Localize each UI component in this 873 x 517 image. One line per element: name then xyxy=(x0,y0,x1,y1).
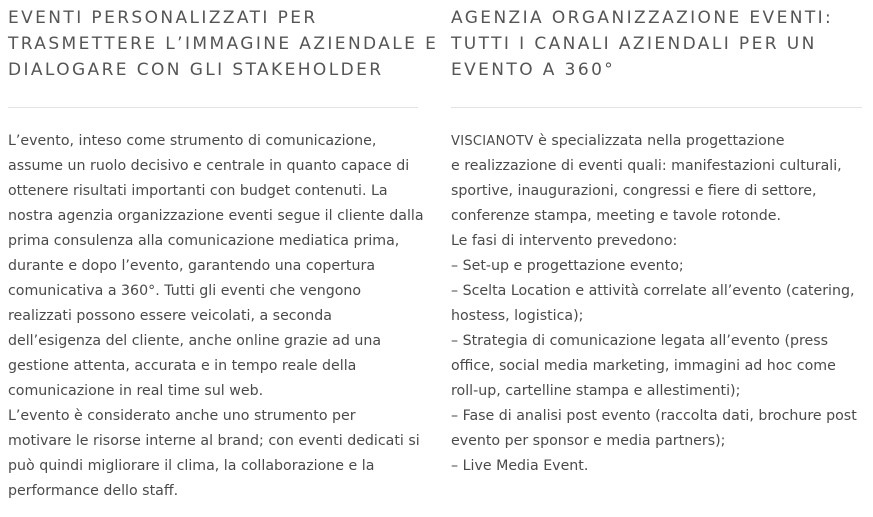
right-title-line: TUTTI I CANALI AZIENDALI PER UN xyxy=(451,34,817,54)
left-divider xyxy=(8,107,418,108)
right-body-line: – Scelta Location e attività correlate all’evento (catering, xyxy=(451,283,855,299)
left-section-title xyxy=(8,0,439,85)
left-body-line: durante e dopo l’evento, garantendo una copertura xyxy=(8,258,376,274)
left-body-line: ottenere risultati importanti con budget contenuti. La xyxy=(8,183,388,199)
left-body-line: comunicazione in real time sul web. xyxy=(8,383,264,399)
right-body-line: – Live Media Event. xyxy=(451,458,589,474)
left-body-line: dell’esigenza del cliente, anche online grazie ad una xyxy=(8,333,382,349)
right-body-line: sportive, inaugurazioni, congressi e fiere di settore, xyxy=(451,183,817,199)
right-body-line: roll-up, cartelline stampa e allestimenti); xyxy=(451,383,741,399)
left-body-line: realizzati possono essere veicolati, a seconda xyxy=(8,308,332,324)
left-body-line: L’evento è considerato anche uno strumento per xyxy=(8,408,356,424)
right-body-line: – Fase di analisi post evento (raccolta dati, brochure post xyxy=(451,408,857,424)
left-body-line: gestione attenta, accurata e in tempo reale della xyxy=(8,358,357,374)
right-body-paragraph xyxy=(451,129,862,479)
right-body-line: e realizzazione di eventi quali: manifestazioni culturali, xyxy=(451,158,842,174)
left-title-line: TRASMETTERE L’IMMAGINE AZIENDALE E xyxy=(8,34,439,54)
right-divider xyxy=(451,107,862,108)
right-body-line: – Set-up e progettazione evento; xyxy=(451,258,684,274)
right-body-line: conferenze stampa, meeting e tavole rotonde. xyxy=(451,208,782,224)
left-title-line: DIALOGARE CON GLI STAKEHOLDER xyxy=(8,60,384,80)
right-title-line: EVENTO A 360° xyxy=(451,60,616,80)
right-section-title xyxy=(451,0,862,85)
right-body-line: evento per sponsor e media partners); xyxy=(451,433,726,449)
left-body-line: prima consulenza alla comunicazione mediatica prima, xyxy=(8,233,400,249)
right-first-line-text: è specializzata nella progettazione xyxy=(533,133,785,149)
right-body-line: hostess, logistica); xyxy=(451,308,584,324)
left-column xyxy=(8,0,439,499)
left-body-line: può quindi migliorare il clima, la collaborazione e la xyxy=(8,458,375,474)
left-body-line: motivare le risorse interne al brand; con eventi dedicati si xyxy=(8,433,420,449)
left-body-line: assume un ruolo decisivo e centrale in quanto capace di xyxy=(8,158,410,174)
right-column xyxy=(451,0,862,474)
left-body-paragraph xyxy=(8,129,424,504)
right-title-line: AGENZIA ORGANIZZAZIONE EVENTI: xyxy=(451,8,834,28)
right-body-line: – Strategia di comunicazione legata all’evento (press xyxy=(451,333,829,349)
left-body-line: comunicativa a 360°. Tutti gli eventi che vengono xyxy=(8,283,362,299)
right-body-line: office, social media marketing, immagini ad hoc come xyxy=(451,358,836,374)
brand-name: VISCIANOTV xyxy=(451,134,534,149)
right-body-first-line xyxy=(451,129,862,154)
left-body-line: nostra agenzia organizzazione eventi segue il cliente dalla xyxy=(8,208,424,224)
left-title-line: EVENTI PERSONALIZZATI PER xyxy=(8,8,318,28)
left-body-line: L’evento, inteso come strumento di comunicazione, xyxy=(8,133,377,149)
left-body-line: performance dello staff. xyxy=(8,483,179,499)
right-body-line: Le fasi di intervento prevedono: xyxy=(451,233,678,249)
